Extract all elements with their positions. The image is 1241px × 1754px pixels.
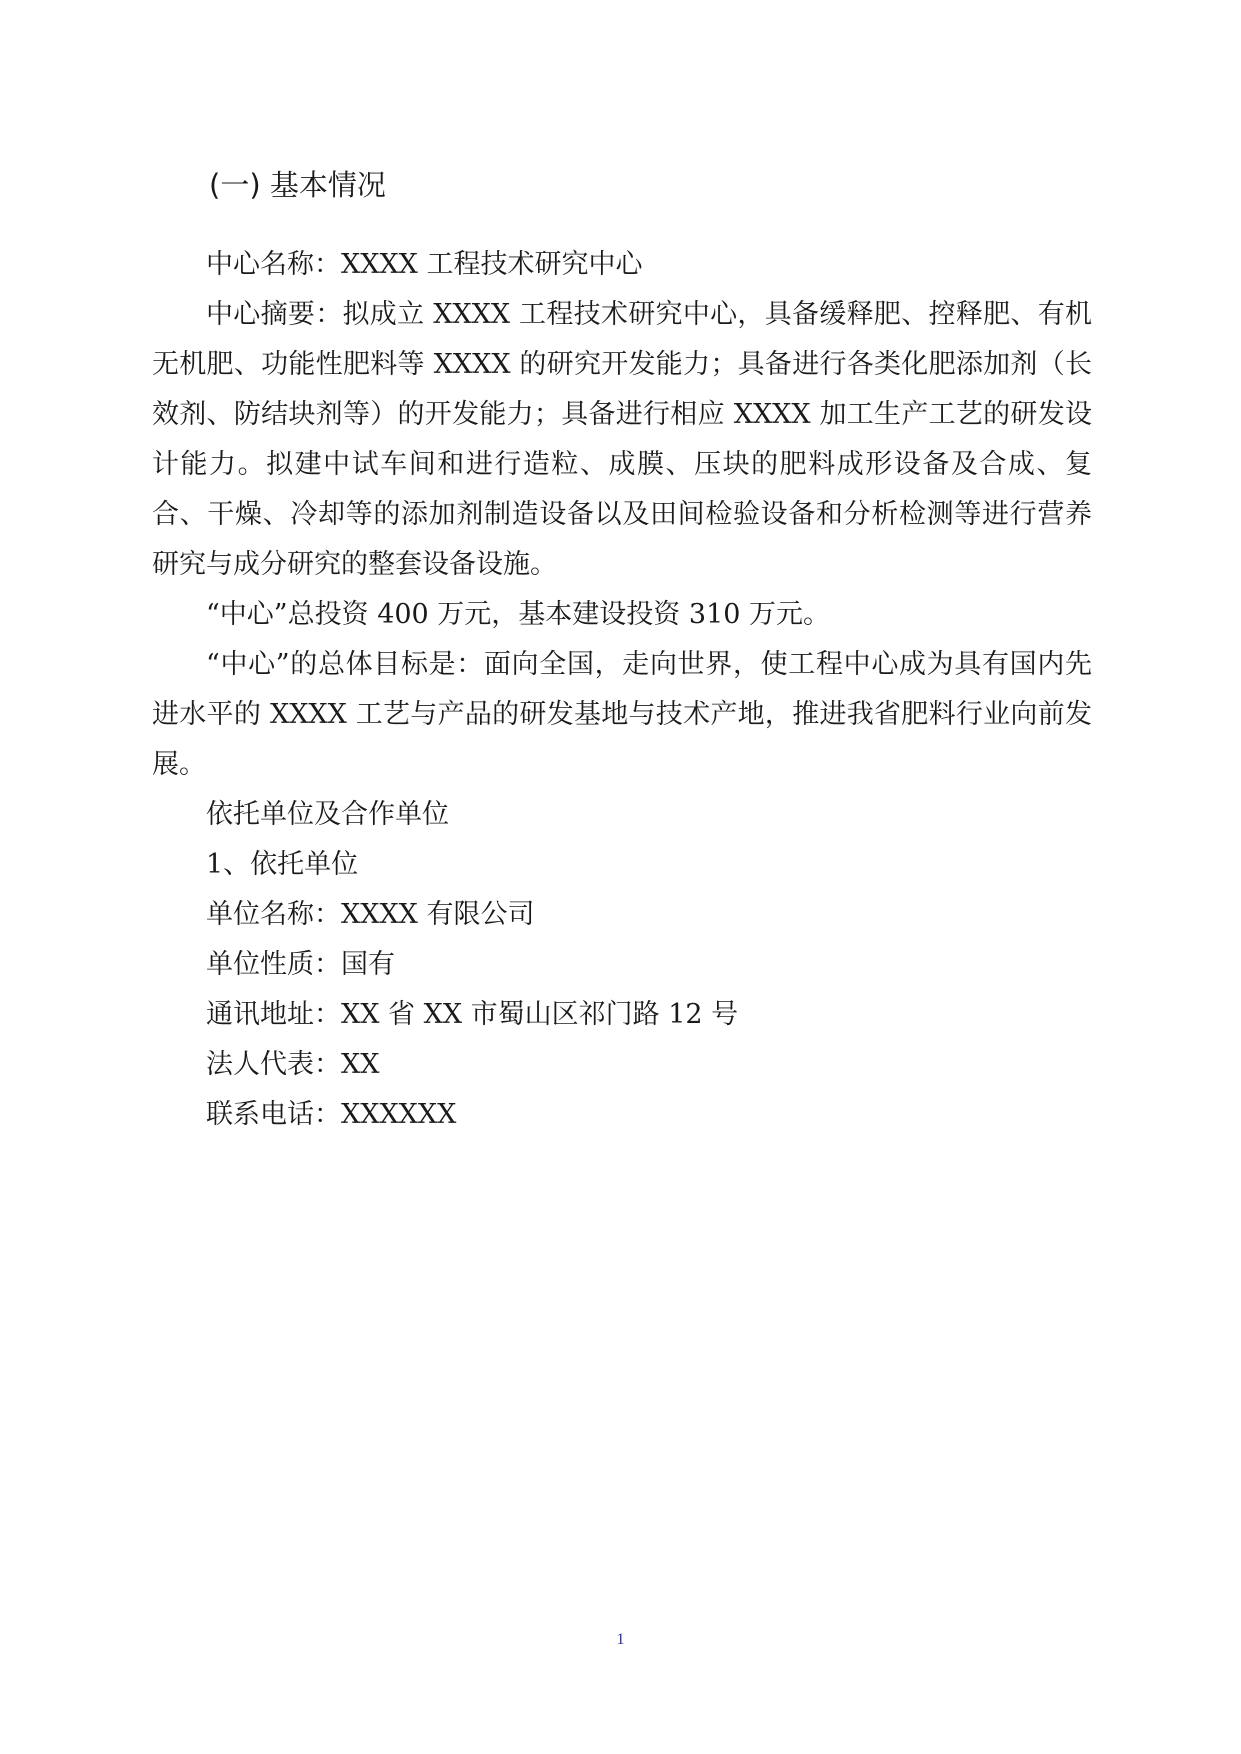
- unit-nature-line: 单位性质：国有: [206, 949, 395, 980]
- unit-address-line: 通讯地址：XX 省 XX 市蜀山区祁门路 12 号: [206, 999, 739, 1030]
- unit-name-line: 单位名称：XXXX 有限公司: [206, 899, 535, 930]
- section-heading: (一) 基本情况: [209, 168, 386, 202]
- body-text: [152, 240, 1092, 1140]
- investment-paragraph: “中心”总投资 400 万元，基本建设投资 310 万元。: [206, 599, 831, 630]
- page-number: 1: [616, 1631, 625, 1648]
- units-title: 依托单位及合作单位: [206, 799, 449, 830]
- center-summary-paragraph: 中心摘要：拟成立 XXXX 工程技术研究中心，具备缓释肥、控释肥、有机无机肥、功能性肥料等 XXXX 的研究开发能力；具备进行各类化肥添加剂（长效剂、防结块剂等）的开发能力；具备进行相应 XXXX 加工生产工艺的研发设计能力。拟建中试车间和进行造粒、成膜、压块的肥料成形设备及合成、复合、干燥、冷却等的添加剂制造设备以及田间检验设备和分析检测等进行营养研究与成分研究的整套设备设施。: [152, 299, 1092, 580]
- unit-subtitle: 1、依托单位: [206, 849, 359, 880]
- center-name-paragraph: 中心名称：XXXX 工程技术研究中心: [206, 249, 643, 280]
- goal-paragraph: “中心”的总体目标是：面向全国，走向世界，使工程中心成为具有国内先进水平的 XXXX 工艺与产品的研发基地与技术产地，推进我省肥料行业向前发展。: [152, 649, 1092, 780]
- legal-representative-line: 法人代表：XX: [206, 1049, 380, 1080]
- phone-line: 联系电话：XXXXXX: [206, 1099, 457, 1130]
